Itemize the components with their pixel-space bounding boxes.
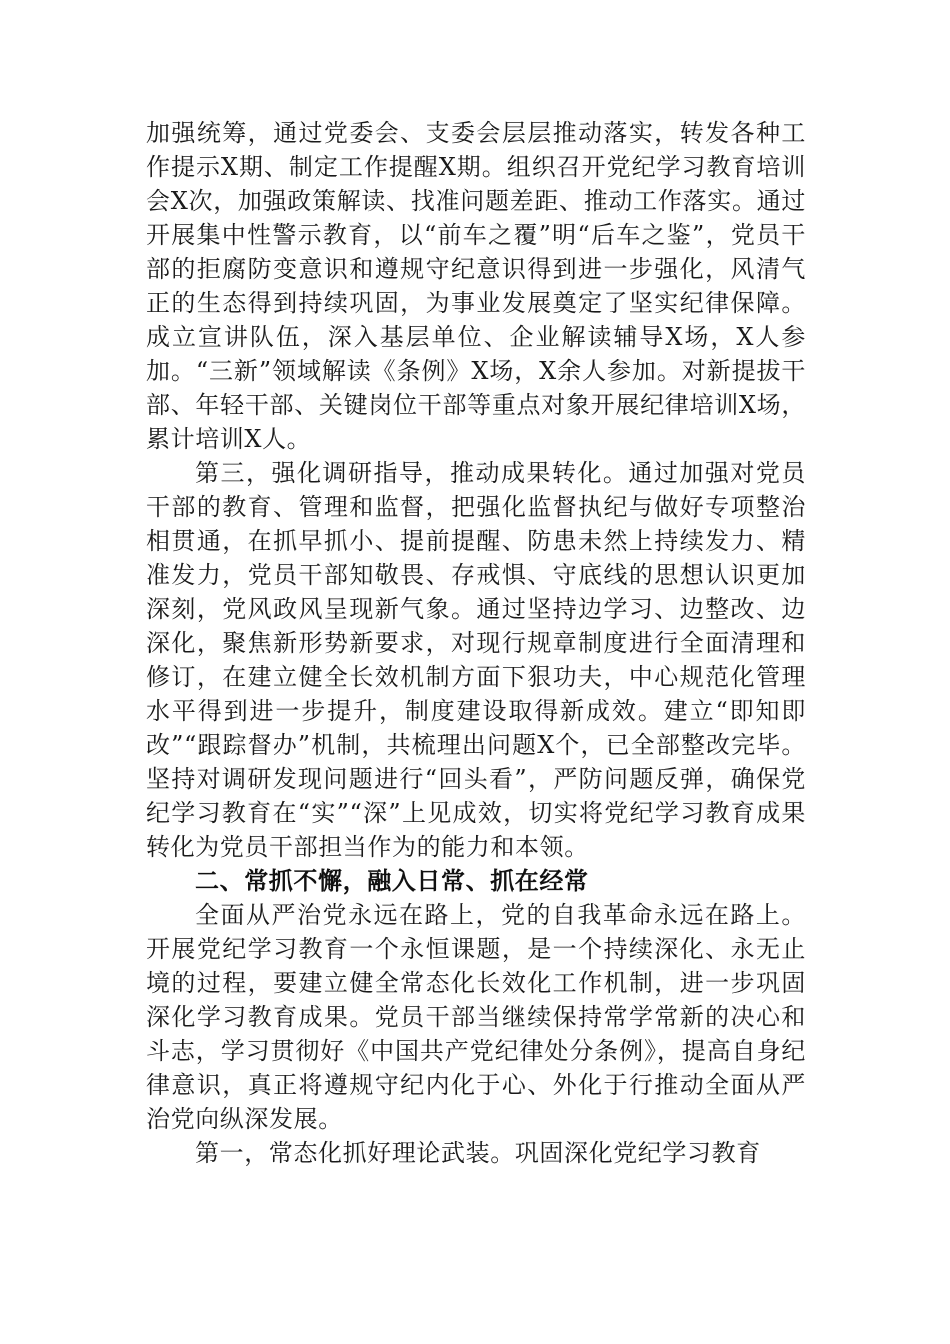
paragraph-continued: 加强统筹，通过党委会、支委会层层推动落实，转发各种工作提示X期、制定工作提醒X期。组织召开党纪学习教育培训会X次，加强政策解读、找准问题差距、推动工作落实。通过开展集中性警示教育，以“前车之覆”明“后车之鉴”，党员干部的拒腐防变意识和遵规守纪意识得到进一步强化，风清气正的生态得到持续巩固，为事业发展奠定了坚实纪律保障。成立宣讲队伍，深入基层单位、企业解读辅导X场，X人参加。“三新”领域解读《条例》X场，X余人参加。对新提拔干部、年轻干部、关键岗位干部等重点对象开展纪律培训X场，累计培训X人。	[146, 119, 806, 453]
document-body	[146, 116, 806, 1170]
paragraph-first-point: 第一，常态化抓好理论武装。巩固深化党纪学习教育	[195, 1139, 761, 1167]
paragraph-section-intro: 全面从严治党永远在路上，党的自我革命永远在路上。开展党纪学习教育一个永恒课题，是一个持续深化、永无止境的过程，要建立健全常态化长效化工作机制，进一步巩固深化学习教育成果。党员干部当继续保持常学常新的决心和斗志，学习贯彻好《中国共产党纪律处分条例》，提高自身纪律意识，真正将遵规守纪内化于心、外化于行推动全面从严治党向纵深发展。	[146, 901, 806, 1133]
paragraph-third-point: 第三，强化调研指导，推动成果转化。通过加强对党员干部的教育、管理和监督，把强化监督执纪与做好专项整治相贯通，在抓早抓小、提前提醒、防患未然上持续发力、精准发力，党员干部知敬畏、存戒惧、守底线的思想认识更加深刻，党风政风呈现新气象。通过坚持边学习、边整改、边深化，聚焦新形势新要求，对现行规章制度进行全面清理和修订，在建立健全长效机制方面下狠功夫，中心规范化管理水平得到进一步提升，制度建设取得新成效。建立“即知即改”“跟踪督办”机制，共梳理出问题X个，已全部整改完毕。坚持对调研发现问题进行“回头看”，严防问题反弹，确保党纪学习教育在“实”“深”上见成效，切实将党纪学习教育成果转化为党员干部担当作为的能力和本领。	[146, 459, 806, 861]
section-heading: 二、常抓不懈，融入日常、抓在经常	[195, 867, 589, 895]
